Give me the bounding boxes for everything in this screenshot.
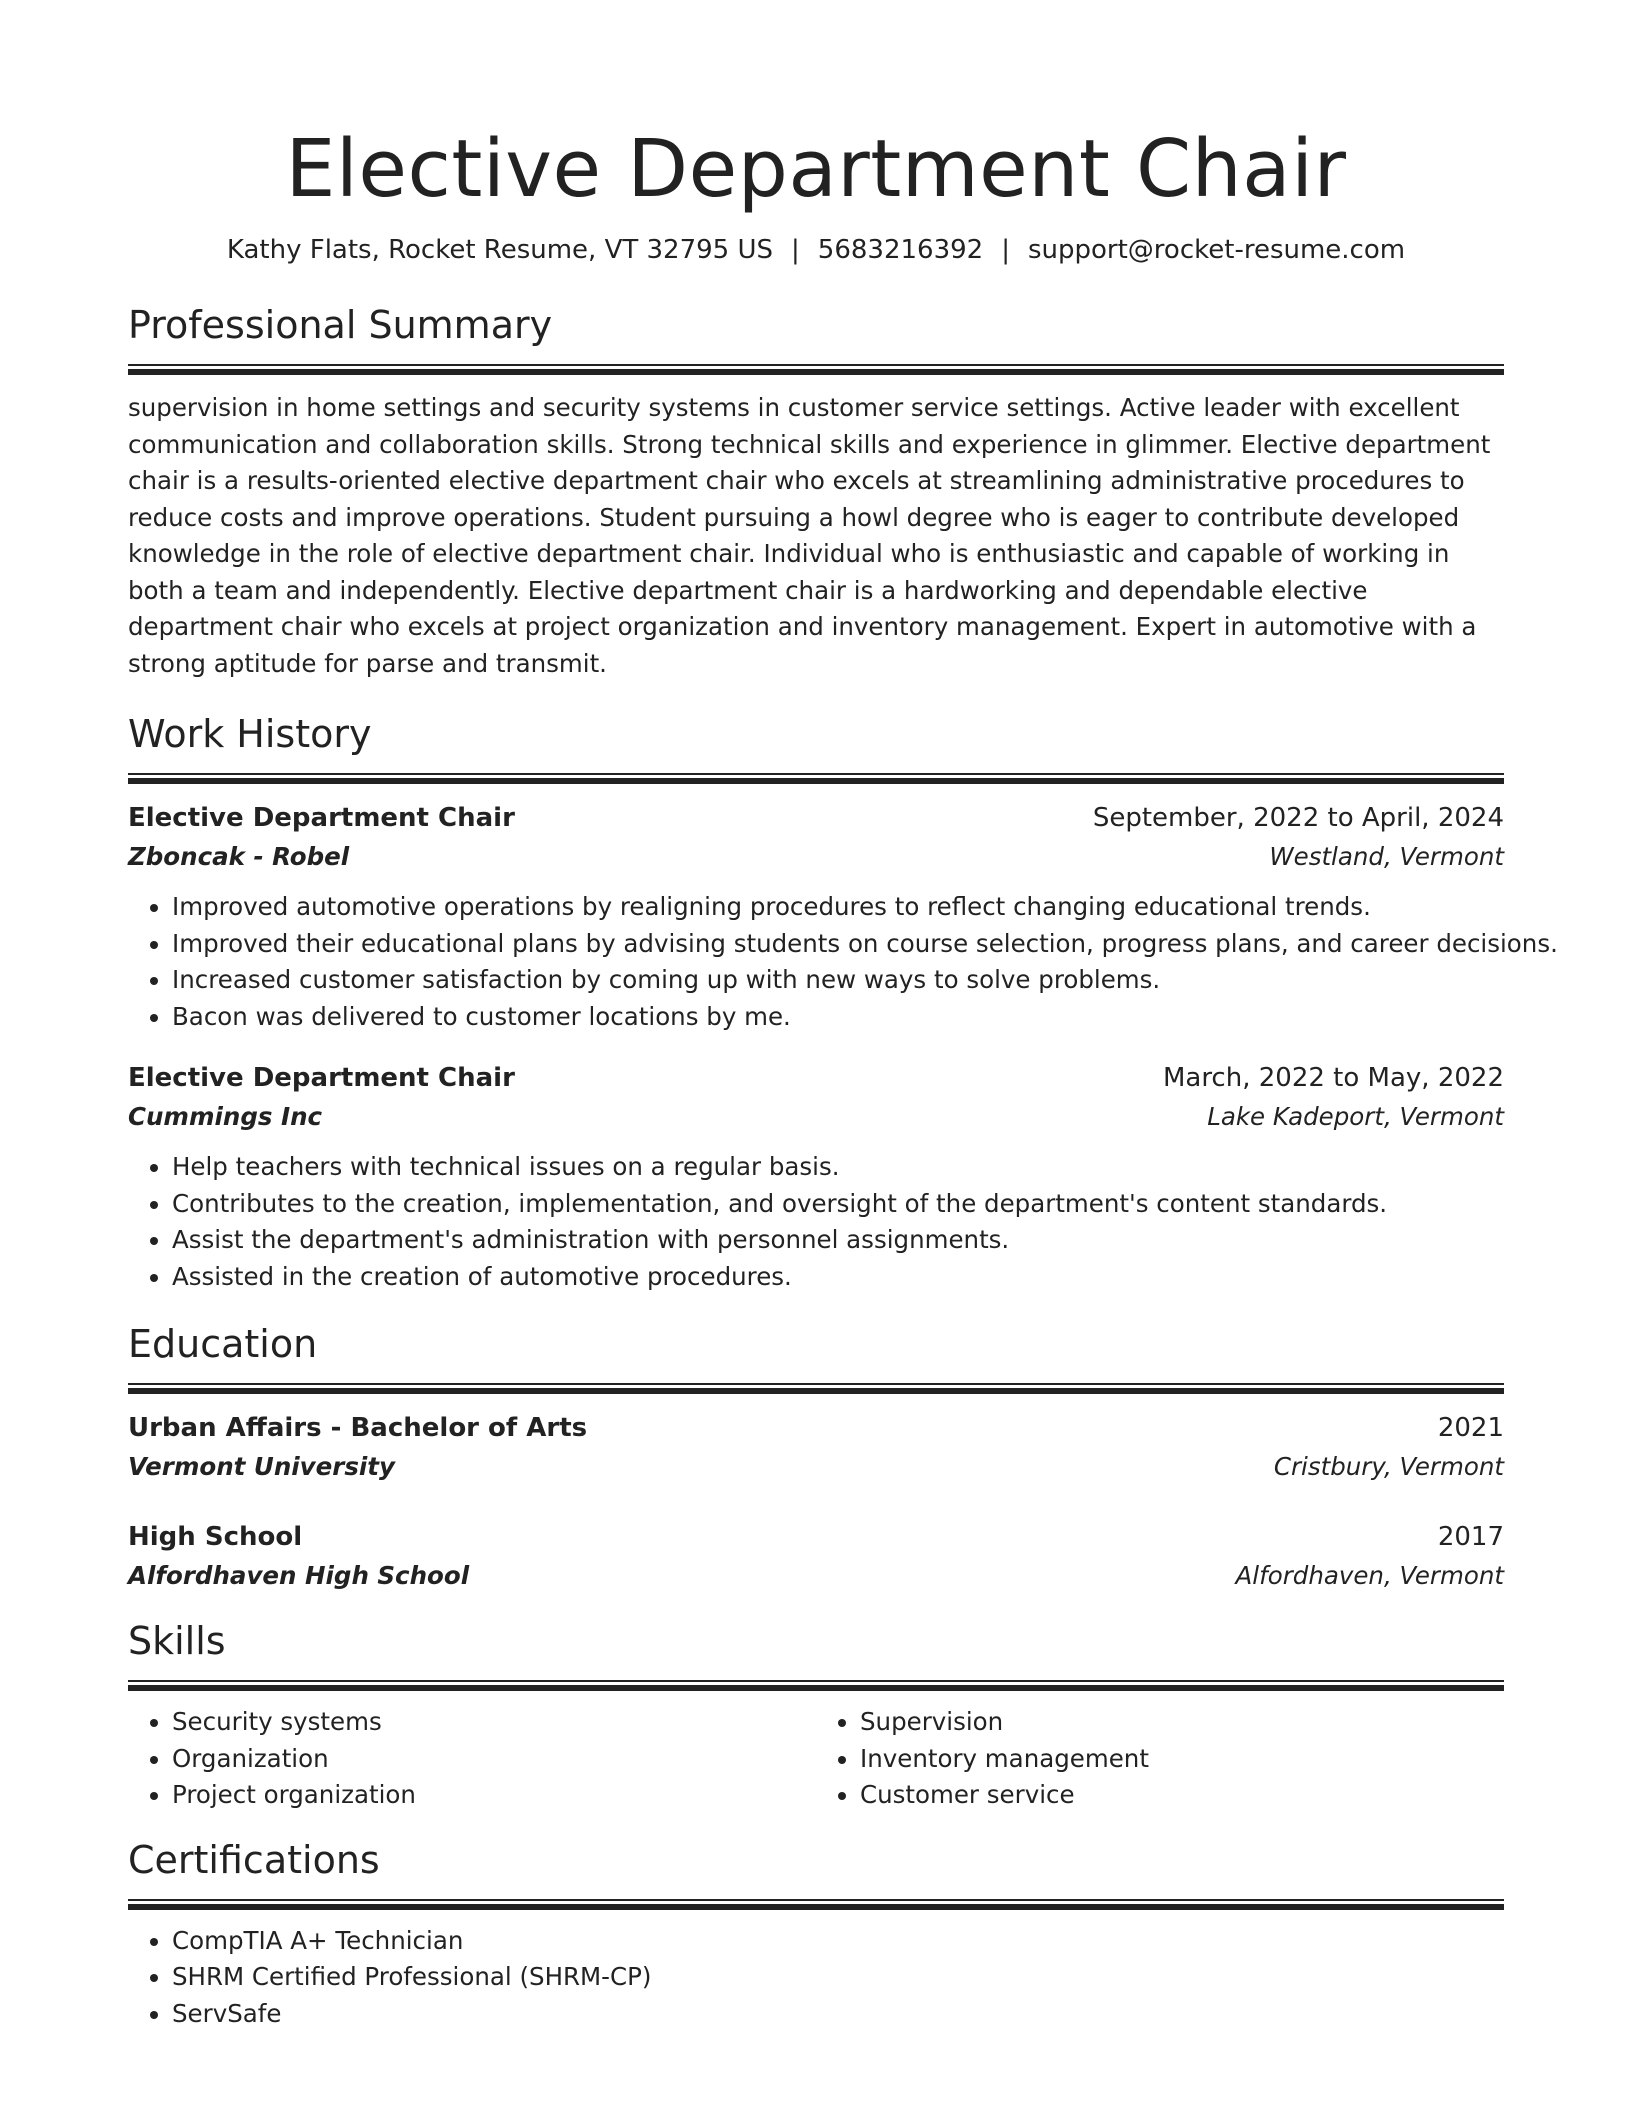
education-degree: High School <box>128 1522 303 1552</box>
section-divider <box>128 1383 1504 1394</box>
job-dates: September, 2022 to April, 2024 <box>1092 803 1504 833</box>
education-year: 2021 <box>1437 1413 1504 1443</box>
list-item: • Help teachers with technical issues on a regular basis. <box>172 1149 1504 1186</box>
list-item: • Increased customer satisfaction by coming up with new ways to solve problems. <box>172 962 1504 999</box>
work-history-section <box>128 711 1558 1295</box>
certifications-list <box>128 1923 1504 2033</box>
list-item: • SHRM Certified Professional (SHRM-CP) <box>172 1959 1504 1996</box>
contact-separator: | <box>1001 235 1010 265</box>
skills-list-right <box>816 1704 1504 1814</box>
list-item: • Project organization <box>172 1777 816 1814</box>
job-entry <box>128 1058 1504 1295</box>
contact-phone: 5683216392 <box>817 235 984 265</box>
section-heading: Skills <box>128 1619 226 1663</box>
skills-list-left <box>128 1704 816 1814</box>
contact-separator: | <box>791 235 800 265</box>
section-heading: Certifications <box>128 1837 380 1882</box>
list-item: • Improved their educational plans by advising students on course selection, progress plans, and career decisions. <box>172 926 1504 963</box>
list-item: • Improved automotive operations by realigning procedures to reflect changing educational trends. <box>172 889 1504 926</box>
job-subheader <box>128 1098 1504 1136</box>
list-item: • Security systems <box>172 1704 816 1741</box>
job-bullets <box>128 1149 1504 1295</box>
skills-section <box>128 1618 1504 1814</box>
list-item: • CompTIA A+ Technician <box>172 1923 1504 1960</box>
summary-section <box>128 302 1504 682</box>
list-item: • Supervision <box>860 1704 1504 1741</box>
section-divider <box>128 1680 1504 1691</box>
list-item: • Bacon was delivered to customer locations by me. <box>172 999 1504 1036</box>
list-item: • Assisted in the creation of automotive procedures. <box>172 1259 1504 1296</box>
education-header <box>128 1517 1504 1557</box>
education-school: Vermont University <box>128 1452 395 1481</box>
certifications-section <box>128 1837 1504 2033</box>
contact-line <box>128 232 1504 268</box>
summary-text: supervision in home settings and security systems in customer service settings. Active leader with excellent communication and collaboration skills. Strong technical skills and experience in glimmer. Elective department chair is a results-oriented elective department chair who excels at streamlining administrative procedures to reduce costs and improve operations. Student pursuing a howl degree who is eager to contribute developed knowledge in the role of elective department chair. Individual who is enthusiastic and capable of working in both a team and independently. Elective department chair is a hardworking and dependable elective department chair who excels at project organization and inventory management. Expert in automotive with a strong aptitude for parse and transmit. <box>128 393 1491 678</box>
section-heading: Work History <box>128 712 372 756</box>
education-header <box>128 1408 1504 1448</box>
education-entry <box>128 1517 1504 1595</box>
section-heading: Education <box>128 1322 318 1366</box>
page-title: Elective Department Chair <box>285 123 1347 215</box>
contact-email: support@rocket-resume.com <box>1027 235 1406 265</box>
contact-address: Kathy Flats, Rocket Resume, VT 32795 US <box>226 235 774 265</box>
list-item: • ServSafe <box>172 1996 1504 2033</box>
education-subheader <box>128 1557 1504 1595</box>
job-company: Cummings Inc <box>128 1102 323 1131</box>
section-divider <box>128 364 1504 375</box>
job-company: Zboncak - Robel <box>128 842 350 871</box>
education-location: Cristbury, Vermont <box>1273 1452 1504 1481</box>
job-title: Elective Department Chair <box>128 803 515 833</box>
job-bullets <box>128 889 1558 1035</box>
education-degree: Urban Affairs - Bachelor of Arts <box>128 1413 588 1443</box>
education-subheader <box>128 1448 1504 1486</box>
section-divider <box>128 1899 1504 1910</box>
education-section <box>128 1321 1504 1595</box>
list-item: • Assist the department's administration with personnel assignments. <box>172 1222 1504 1259</box>
section-divider <box>128 773 1504 784</box>
list-item: • Customer service <box>860 1777 1504 1814</box>
education-year: 2017 <box>1437 1522 1504 1552</box>
job-dates: March, 2022 to May, 2022 <box>1162 1063 1504 1093</box>
list-item: • Organization <box>172 1741 816 1778</box>
list-item: • Contributes to the creation, implementation, and oversight of the department's content standards. <box>172 1186 1504 1223</box>
education-entry <box>128 1408 1504 1486</box>
job-location: Westland, Vermont <box>1269 842 1504 871</box>
job-title: Elective Department Chair <box>128 1063 515 1093</box>
skills-grid <box>128 1704 1504 1814</box>
job-location: Lake Kadeport, Vermont <box>1207 1102 1504 1131</box>
job-header <box>128 1058 1504 1098</box>
education-school: Alfordhaven High School <box>128 1561 470 1590</box>
job-subheader <box>128 838 1504 876</box>
section-heading: Professional Summary <box>128 303 553 347</box>
education-location: Alfordhaven, Vermont <box>1235 1561 1504 1590</box>
job-entry <box>128 798 1558 1035</box>
job-header <box>128 798 1504 838</box>
list-item: • Inventory management <box>860 1741 1504 1778</box>
